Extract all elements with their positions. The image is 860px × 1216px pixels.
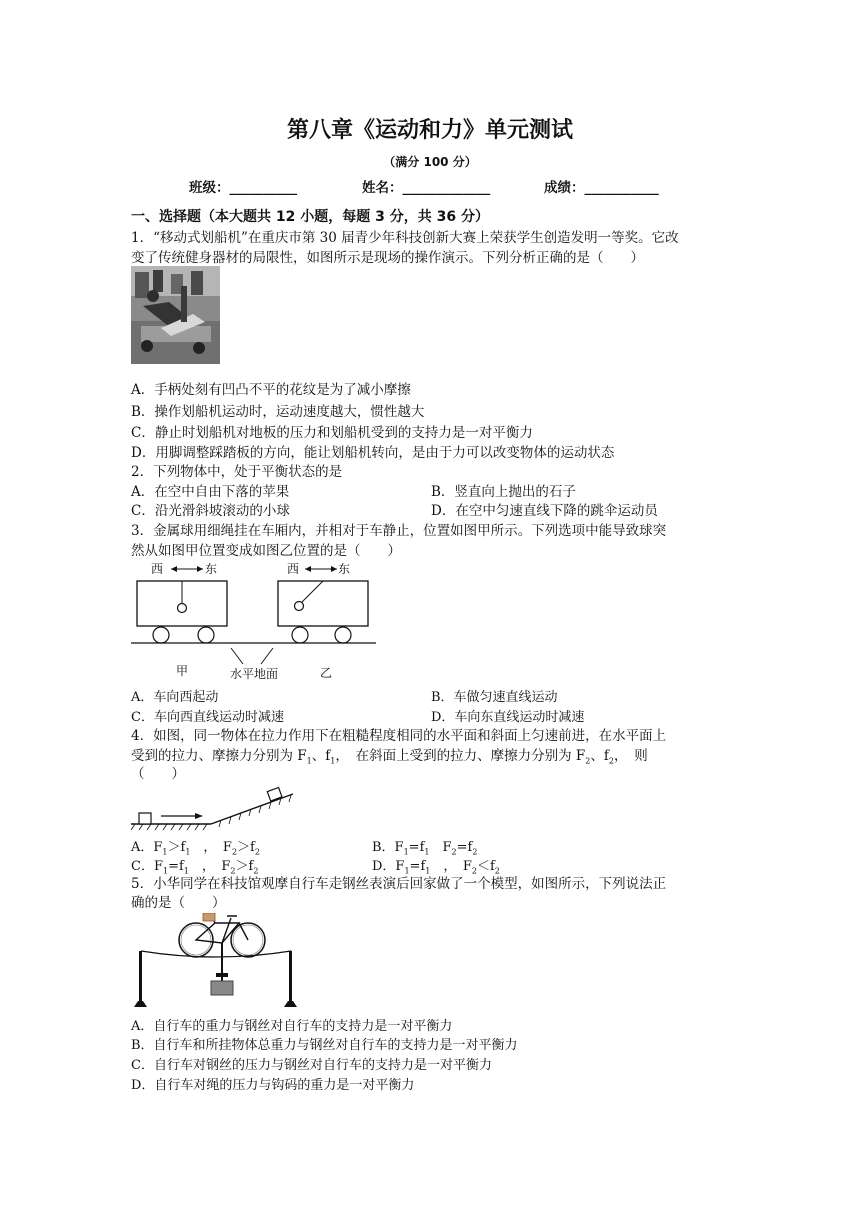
- q1-option-b: B．操作划船机运动时，运动速度越大，惯性越大: [131, 404, 425, 420]
- q2-option-d: D．在空中匀速直线下降的跳伞运动员: [431, 503, 658, 519]
- section-heading: 一、选择题（本大题共 12 小题，每题 3 分，共 36 分）: [131, 209, 489, 225]
- name-field: 姓名：_____________: [362, 180, 491, 196]
- q1-stem-line1: 1．“移动式划船机”在重庆市第 30 届青少年科技创新大赛上荣获学生创造发明一等奖。它改: [131, 230, 679, 246]
- q2-option-b: B．竖直向上抛出的石子: [431, 484, 576, 500]
- q5-option-a: A．自行车的重力与钢丝对自行车的支持力是一对平衡力: [131, 1019, 453, 1034]
- q3-option-c: C．车向西直线运动时减速: [131, 710, 284, 725]
- fig-label-east-2: 东: [338, 562, 351, 576]
- q4-option-c: C．$F_1=f_1$ ， $F_2>f_2$: [131, 859, 259, 876]
- train-car-diagram: [131, 560, 376, 682]
- q5-stem-line2: 确的是（ ）: [131, 895, 226, 911]
- fig-label-west-2: 西: [287, 562, 300, 576]
- rowing-machine-photo: [131, 266, 220, 364]
- bicycle-tightrope-diagram: [131, 913, 306, 1013]
- q3-option-a: A．车向西起动: [131, 690, 219, 705]
- q2-option-c: C．沿光滑斜坡滚动的小球: [131, 503, 290, 519]
- full-score-note: （满分 100 分）: [383, 155, 477, 169]
- q1-option-a: A．手柄处刻有凹凸不平的花纹是为了减小摩擦: [131, 382, 411, 398]
- q5-option-b: B．自行车和所挂物体总重力与钢丝对自行车的支持力是一对平衡力: [131, 1038, 518, 1053]
- q2-option-a: A．在空中自由下落的苹果: [131, 484, 290, 500]
- q5-stem-line1: 5．小华同学在科技馆观摩自行车走钢丝表演后回家做了一个模型，如图所示，下列说法正: [131, 876, 667, 892]
- q1-option-d: D．用脚调整踩踏板的方向，能让划船机转向，是由于力可以改变物体的运动状态: [131, 445, 615, 461]
- q3-option-b: B．车做匀速直线运动: [431, 690, 558, 705]
- q4-option-d: D．$F_1=f_1$ ， $F_2<f_2$: [372, 859, 500, 876]
- q4-stem-line1: 4．如图，同一物体在拉力作用下在粗糙程度相同的水平面和斜面上匀速前进，在水平面上: [131, 728, 667, 744]
- fig-label-west-1: 西: [151, 562, 164, 576]
- q5-option-d: D．自行车对绳的压力与钩码的重力是一对平衡力: [131, 1078, 415, 1093]
- q3-option-d: D．车向东直线运动时减速: [431, 710, 585, 725]
- fig-label-jia: 甲: [176, 664, 189, 678]
- fig-label-yi: 乙: [320, 666, 333, 680]
- q1-option-c: C．静止时划船机对地板的压力和划船机受到的支持力是一对平衡力: [131, 425, 533, 441]
- q4-stem-line3: （ ）: [131, 766, 185, 782]
- q4-option-b: B．$F_1=f_1$ $F_2=f_2$: [372, 840, 478, 857]
- page-title: 第八章《运动和力》单元测试: [286, 118, 573, 143]
- q4-option-a: A．$F_1>f_1$ ， $F_2>f_2$: [131, 840, 260, 857]
- q1-stem-line2: 变了传统健身器材的局限性，如图所示是现场的操作演示。下列分析正确的是（ ）: [131, 250, 644, 266]
- score-field: 成绩：___________: [544, 180, 659, 196]
- q4-stem-line2: 受到的拉力、摩擦力分别为 $F_1$、$f_1$， 在斜面上受到的拉力、摩擦力分别为 $F_2$、$f_2$， 则: [131, 748, 648, 766]
- q5-option-c: C．自行车对钢丝的压力与钢丝对自行车的支持力是一对平衡力: [131, 1058, 492, 1073]
- q2-stem: 2．下列物体中，处于平衡状态的是: [131, 464, 343, 480]
- q3-stem-line2: 然从如图甲位置变成如图乙位置的是（ ）: [131, 543, 401, 559]
- q3-stem-line1: 3．金属球用细绳挂在车厢内，并相对于车静止，位置如图甲所示。下列选项中能导致球突: [131, 523, 667, 539]
- class-field: 班级：__________: [189, 180, 297, 196]
- fig-label-ground: 水平地面: [230, 667, 279, 681]
- incline-diagram: [131, 786, 296, 832]
- fig-label-east-1: 东: [205, 562, 218, 576]
